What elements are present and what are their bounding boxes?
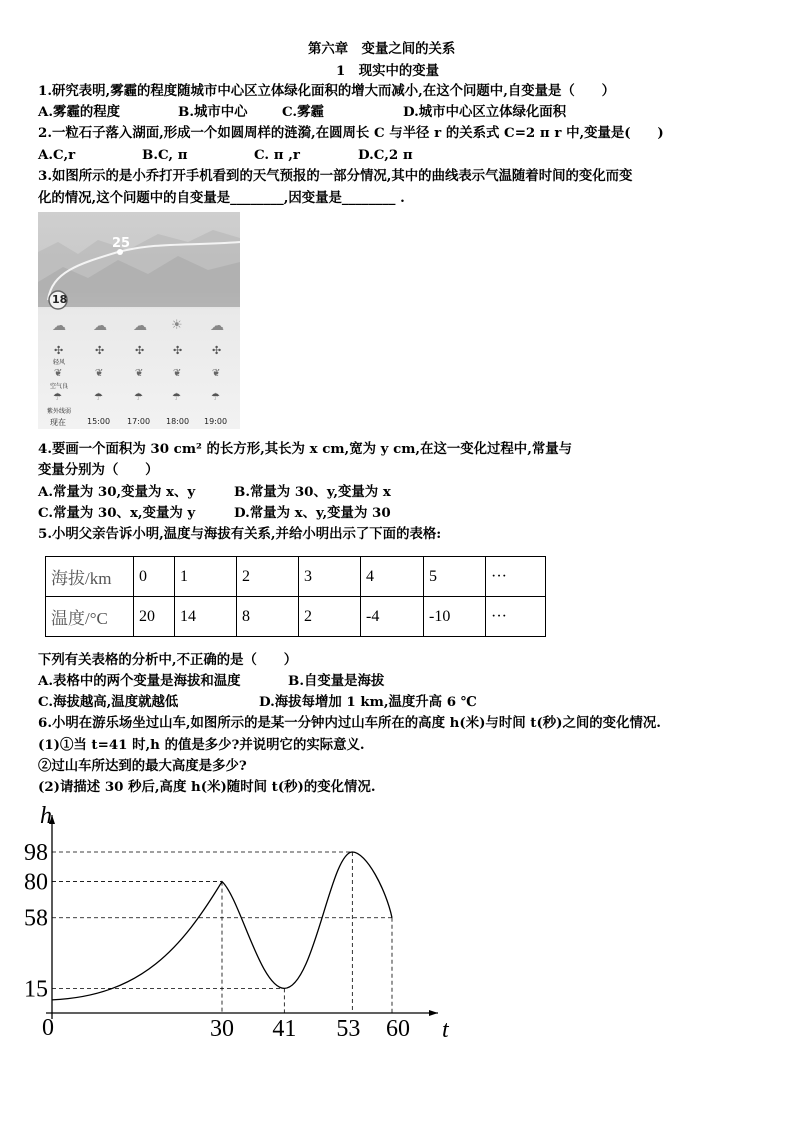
y-tick-label: 80 bbox=[24, 869, 48, 896]
leaf-icon: ❦ bbox=[135, 368, 144, 379]
uv-label: 紫外线弱 bbox=[47, 408, 72, 415]
table-cell: 海拔/km bbox=[46, 557, 134, 597]
y-tick-label: 15 bbox=[24, 976, 48, 1003]
fan-icon: ✣ bbox=[95, 344, 105, 357]
cloud-icon: ☁ bbox=[210, 318, 224, 334]
q4-option-c[interactable]: C.常量为 30、x,变量为 y bbox=[38, 505, 196, 521]
q4-option-d[interactable]: D.常量为 x、y,变量为 30 bbox=[234, 505, 391, 521]
q2-option-a[interactable]: A.C,r bbox=[38, 147, 76, 163]
q2-option-b[interactable]: B.C, π bbox=[142, 147, 188, 163]
uv-icon: ☂ bbox=[211, 392, 220, 403]
table-cell: -10 bbox=[424, 597, 486, 637]
table-cell: 4 bbox=[361, 557, 424, 597]
time-1900: 19:00 bbox=[204, 417, 228, 426]
q2-option-d[interactable]: D.C,2 π bbox=[358, 147, 413, 163]
fan-icon: ✣ bbox=[212, 344, 222, 357]
uv-icon: ☂ bbox=[94, 392, 103, 403]
q5-stem: 5.小明父亲告诉小明,温度与海拔有关系,并给小明出示了下面的表格: bbox=[38, 526, 442, 542]
table-cell: -4 bbox=[361, 597, 424, 637]
leaf-icon: ❦ bbox=[212, 368, 221, 379]
leaf-icon: ❦ bbox=[173, 368, 182, 379]
q2-stem: 2.一粒石子落入湖面,形成一个如圆周样的涟漪,在圆周长 C 与半径 r 的关系式 C=2 π r 中,变量是( ) bbox=[38, 125, 664, 141]
table-cell: ··· bbox=[486, 557, 546, 597]
cloud-icon: ☁ bbox=[133, 318, 147, 334]
q6-part1-b: ②过山车所达到的最大高度是多少? bbox=[38, 758, 247, 774]
chapter-title: 第六章 变量之间的关系 bbox=[308, 41, 456, 57]
sun-icon: ☀ bbox=[171, 318, 183, 333]
fan-icon: ✣ bbox=[173, 344, 183, 357]
table-cell: 温度/°C bbox=[46, 597, 134, 637]
table-cell: 14 bbox=[175, 597, 237, 637]
time-1800: 18:00 bbox=[166, 417, 190, 426]
leaf-icon: ❦ bbox=[54, 368, 63, 379]
time-1700: 17:00 bbox=[127, 417, 151, 426]
table-cell: 1 bbox=[175, 557, 237, 597]
table-cell: 20 bbox=[134, 597, 175, 637]
y-tick-label: 58 bbox=[24, 905, 48, 932]
uv-icon: ☂ bbox=[53, 392, 62, 403]
q5-option-b[interactable]: B.自变量是海拔 bbox=[288, 673, 385, 689]
time-1500: 15:00 bbox=[87, 417, 111, 426]
q1-option-b[interactable]: B.城市中心 bbox=[178, 104, 248, 120]
q5-option-c[interactable]: C.海拔越高,温度就越低 bbox=[38, 694, 179, 710]
q1-stem: 1.研究表明,雾霾的程度随城市中心区立体绿化面积的增大而减小,在这个问题中,自变量是（ ） bbox=[38, 83, 615, 99]
q4-line1: 4.要画一个面积为 30 cm² 的长方形,其长为 x cm,宽为 y cm,在这一变化过程中,常量与 bbox=[38, 441, 573, 457]
wind-label: 轻风 bbox=[53, 359, 66, 366]
x-tick-label: 53 bbox=[336, 1016, 361, 1042]
section-title: 1 现实中的变量 bbox=[336, 63, 440, 79]
fan-icon: ✣ bbox=[54, 344, 64, 357]
leaf-icon: ❦ bbox=[95, 368, 104, 379]
x-tick-label: 60 bbox=[386, 1016, 410, 1042]
q3-line2: 化的情况,这个问题中的自变量是________,因变量是________ . bbox=[38, 190, 405, 206]
y-axis-label: h bbox=[40, 803, 52, 829]
air-quality-label: 空气良 bbox=[50, 383, 69, 390]
table-cell: 2 bbox=[299, 597, 361, 637]
q6-part1: (1)①当 t=41 时,h 的值是多少?并说明它的实际意义. bbox=[38, 737, 365, 753]
low-temp-label: 18 bbox=[52, 293, 68, 306]
table-cell: ··· bbox=[486, 597, 546, 637]
x-tick-label: 41 bbox=[272, 1016, 297, 1042]
weather-forecast-image bbox=[38, 212, 240, 429]
q5-option-d[interactable]: D.海拔每增加 1 km,温度升高 6 ℃ bbox=[259, 694, 477, 710]
table-row bbox=[46, 597, 546, 637]
q1-option-c[interactable]: C.雾霾 bbox=[282, 104, 324, 120]
y-tick-label: 98 bbox=[24, 840, 48, 866]
q1-option-d[interactable]: D.城市中心区立体绿化面积 bbox=[403, 104, 567, 120]
q6-part2: (2)请描述 30 秒后,高度 h(米)随时间 t(秒)的变化情况. bbox=[38, 779, 376, 795]
table-cell: 2 bbox=[237, 557, 299, 597]
q1-option-a[interactable]: A.雾霾的程度 bbox=[38, 104, 121, 120]
q6-stem: 6.小明在游乐场坐过山车,如图所示的是某一分钟内过山车所在的高度 h(米)与时间 t(秒)之间的变化情况. bbox=[38, 715, 661, 731]
q3-line1: 3.如图所示的是小乔打开手机看到的天气预报的一部分情况,其中的曲线表示气温随着时间的变化而变 bbox=[38, 168, 633, 184]
table-cell: 5 bbox=[424, 557, 486, 597]
high-temp-label: 25 bbox=[112, 236, 131, 251]
cloud-icon: ☁ bbox=[52, 318, 66, 334]
q4-option-a[interactable]: A.常量为 30,变量为 x、y bbox=[38, 484, 196, 500]
q5-option-a[interactable]: A.表格中的两个变量是海拔和温度 bbox=[38, 673, 241, 689]
uv-icon: ☂ bbox=[172, 392, 181, 403]
cloud-icon: ☁ bbox=[93, 318, 107, 334]
height-time-graph bbox=[24, 803, 458, 1045]
q4-line2: 变量分别为（ ） bbox=[38, 462, 159, 478]
table-row bbox=[46, 557, 546, 597]
altitude-temperature-table bbox=[45, 556, 546, 637]
q2-option-c[interactable]: C. π ,r bbox=[254, 147, 300, 163]
q4-option-b[interactable]: B.常量为 30、y,变量为 x bbox=[234, 484, 391, 500]
x-tick-label: 30 bbox=[210, 1016, 234, 1042]
origin-label: 0 bbox=[42, 1015, 54, 1041]
fan-icon: ✣ bbox=[135, 344, 145, 357]
x-axis-arrow bbox=[429, 1010, 438, 1016]
table-cell: 3 bbox=[299, 557, 361, 597]
x-axis-label: t bbox=[442, 1017, 449, 1043]
uv-icon: ☂ bbox=[134, 392, 143, 403]
time-now: 现在 bbox=[50, 418, 66, 427]
table-cell: 8 bbox=[237, 597, 299, 637]
q5-question: 下列有关表格的分析中,不正确的是（ ） bbox=[38, 652, 298, 668]
table-cell: 0 bbox=[134, 557, 175, 597]
